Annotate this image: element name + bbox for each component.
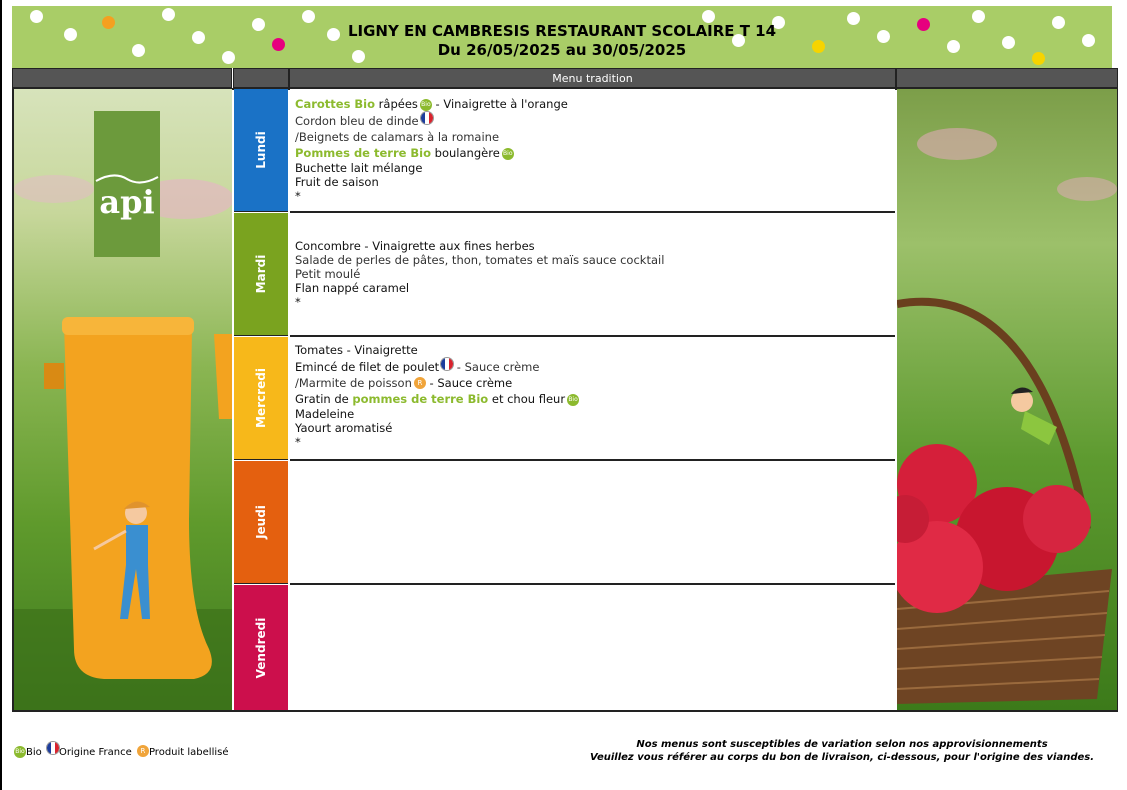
menu-cell-jeudi xyxy=(290,461,895,585)
day-label-lundi: Lundi xyxy=(234,89,288,212)
dish-text: boulangère xyxy=(431,146,500,160)
label-rouge-icon: R xyxy=(414,377,426,389)
day-label-vendredi: Vendredi xyxy=(234,585,288,710)
menu-line: * xyxy=(295,435,301,449)
france-flag-icon xyxy=(47,742,59,754)
menu-line: Fruit de saison xyxy=(295,175,379,189)
column-title: Menu tradition xyxy=(289,68,896,88)
bio-dish: Pommes de terre Bio xyxy=(295,146,432,160)
dish-text: râpées xyxy=(375,97,418,111)
dish-text: Emincé de filet de poulet xyxy=(295,360,440,374)
title-line-1: LIGNY EN CAMBRESIS RESTAURANT SCOLAIRE T 14 xyxy=(347,22,777,40)
bio-dish: pommes de terre Bio xyxy=(352,392,489,406)
header-cell-days xyxy=(233,68,289,88)
bio-icon: Bio xyxy=(567,394,579,406)
title-line-2: Du 26/05/2025 au 30/05/2025 xyxy=(437,41,687,59)
menu-line: /Beignets de calamars à la romaine xyxy=(295,130,500,144)
day-label-jeudi: Jeudi xyxy=(234,461,288,584)
menu-line xyxy=(295,96,890,112)
header-cell-left xyxy=(12,68,232,88)
page-title xyxy=(12,22,1112,60)
bio-icon: Bio xyxy=(420,99,432,111)
dish-text: et chou fleur xyxy=(488,392,566,406)
legend xyxy=(14,742,228,760)
menu-line xyxy=(295,145,890,161)
menu-line: Salade de perles de pâtes, thon, tomates et maïs sauce cocktail xyxy=(295,253,665,267)
footer-note-line-2: Veuillez vous référer au corps du bon de livraison, ci-dessous, pour l'origine des viandes. xyxy=(589,752,1095,763)
footer-note xyxy=(542,738,1127,764)
bio-icon: Bio xyxy=(502,148,514,160)
boot-photo xyxy=(14,89,232,710)
menu-line: Tomates - Vinaigrette xyxy=(295,343,418,357)
france-flag-icon xyxy=(441,358,453,370)
day-label-mercredi: Mercredi xyxy=(234,337,288,460)
menu-line: Concombre - Vinaigrette aux fines herbes xyxy=(295,239,535,253)
footer-note-line-1: Nos menus sont susceptibles de variation selon nos approvisionnements xyxy=(636,739,1048,750)
legend-bio: Bio xyxy=(26,747,42,758)
menu-cell-lundi xyxy=(290,89,895,213)
label-rouge-icon: R xyxy=(137,745,149,757)
logo-text: api xyxy=(99,183,155,221)
dish-text: Cordon bleu de dinde xyxy=(295,114,419,128)
menu-line: * xyxy=(295,295,301,309)
menu-cell-vendredi xyxy=(290,585,895,710)
dish-text: /Marmite de poisson xyxy=(295,376,412,390)
france-flag-icon xyxy=(421,112,433,124)
boot-shape xyxy=(63,319,211,679)
dish-text: - Sauce crème xyxy=(425,376,513,390)
api-logo xyxy=(94,111,160,257)
bio-dish: Carottes Bio xyxy=(295,97,376,111)
apple-basket-photo xyxy=(897,89,1117,710)
legend-france: Origine France xyxy=(58,747,132,758)
dish-text: - Sauce crème xyxy=(453,360,540,374)
menu-line: Yaourt aromatisé xyxy=(295,421,393,435)
menu-line xyxy=(295,358,890,375)
menu-line xyxy=(295,391,890,407)
menu-line xyxy=(295,375,890,391)
dish-text: - Vinaigrette à l'orange xyxy=(431,97,568,111)
header-cell-right xyxy=(896,68,1118,88)
menu-line xyxy=(295,112,890,129)
day-label-mardi: Mardi xyxy=(234,213,288,336)
menu-line: Petit moulé xyxy=(295,267,361,281)
bio-icon: Bio xyxy=(14,746,26,758)
legend-label: Produit labellisé xyxy=(148,747,229,758)
menu-line: Flan nappé caramel xyxy=(295,281,410,295)
menu-line: Madeleine xyxy=(295,407,355,421)
menu-cell-mardi xyxy=(290,213,895,337)
menu-cell-mercredi xyxy=(290,337,895,461)
menu-line: Buchette lait mélange xyxy=(295,161,423,175)
menu-line: * xyxy=(295,189,301,203)
dish-text: Gratin de xyxy=(295,392,353,406)
apple xyxy=(1023,485,1091,553)
